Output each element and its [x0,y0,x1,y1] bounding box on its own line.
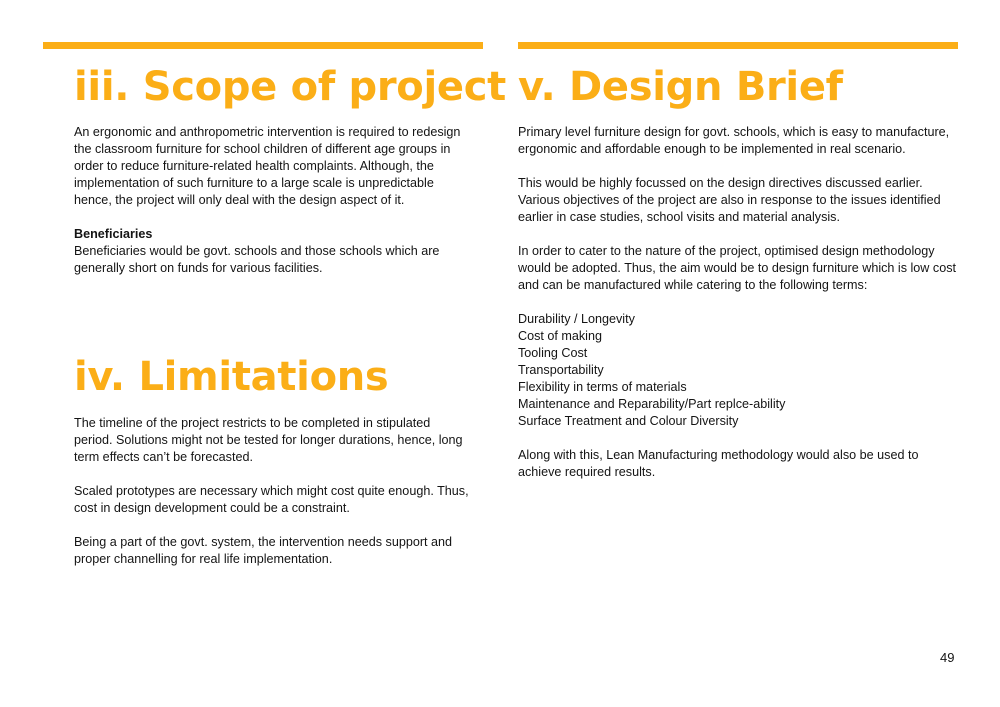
scope-section [74,124,472,277]
design-brief-paragraph-3: In order to cater to the nature of the project, optimised design methodology would be adopted. Thus, the aim would be to design furniture which is low cost and can be manufactured while catering to the following terms: [518,244,957,292]
limitations-heading: iv. Limitations [74,354,389,400]
design-brief-heading: v. Design Brief [518,64,843,110]
limitations-paragraph-2: Scaled prototypes are necessary which might cost quite enough. Thus, cost in design development could be a constraint. [74,484,469,515]
beneficiaries-text: Beneficiaries would be govt. schools and those schools which are generally short on funds for various facilities. [74,244,440,275]
beneficiaries-title: Beneficiaries [74,227,153,241]
design-brief-closing: Along with this, Lean Manufacturing methodology would also be used to achieve required results. [518,448,919,479]
limitations-section [74,415,472,568]
limitations-paragraph-3: Being a part of the govt. system, the intervention needs support and proper channelling for real life implementation. [74,535,453,566]
design-brief-section [518,124,958,481]
design-brief-paragraph-1: Primary level furniture design for govt. schools, which is easy to manufacture, ergonomic and affordable enough to be implemented in real scenario. [518,125,950,156]
design-term: Durability / Longevity [518,312,635,326]
design-term: Cost of making [518,329,602,343]
design-brief-paragraph-2: This would be highly focussed on the design directives discussed earlier. Various objectives of the project are also in response to the issues identified earlier in case studies, school visits and material analysis. [518,176,941,224]
design-term: Maintenance and Reparability/Part replce-ability [518,397,786,411]
design-term: Surface Treatment and Colour Diversity [518,414,739,428]
design-term: Transportability [518,363,604,377]
right-accent-rule [518,42,958,49]
design-terms-list [518,311,958,430]
scope-paragraph: An ergonomic and anthropometric intervention is required to redesign the classroom furniture for school children of different age groups in order to reduce furniture-related health complaints. Although, the implementation of such furniture to a large scale is unpredictable hence, the project will only deal with the design aspect of it. [74,125,461,207]
design-term: Flexibility in terms of materials [518,380,687,394]
left-accent-rule [43,42,483,49]
limitations-paragraph-1: The timeline of the project restricts to be completed in stipulated period. Solutions might not be tested for longer durations, hence, long term effects can’t be forecasted. [74,416,463,464]
page-number: 49 [940,650,955,665]
scope-heading: iii. Scope of project [74,64,506,110]
design-term: Tooling Cost [518,346,588,360]
